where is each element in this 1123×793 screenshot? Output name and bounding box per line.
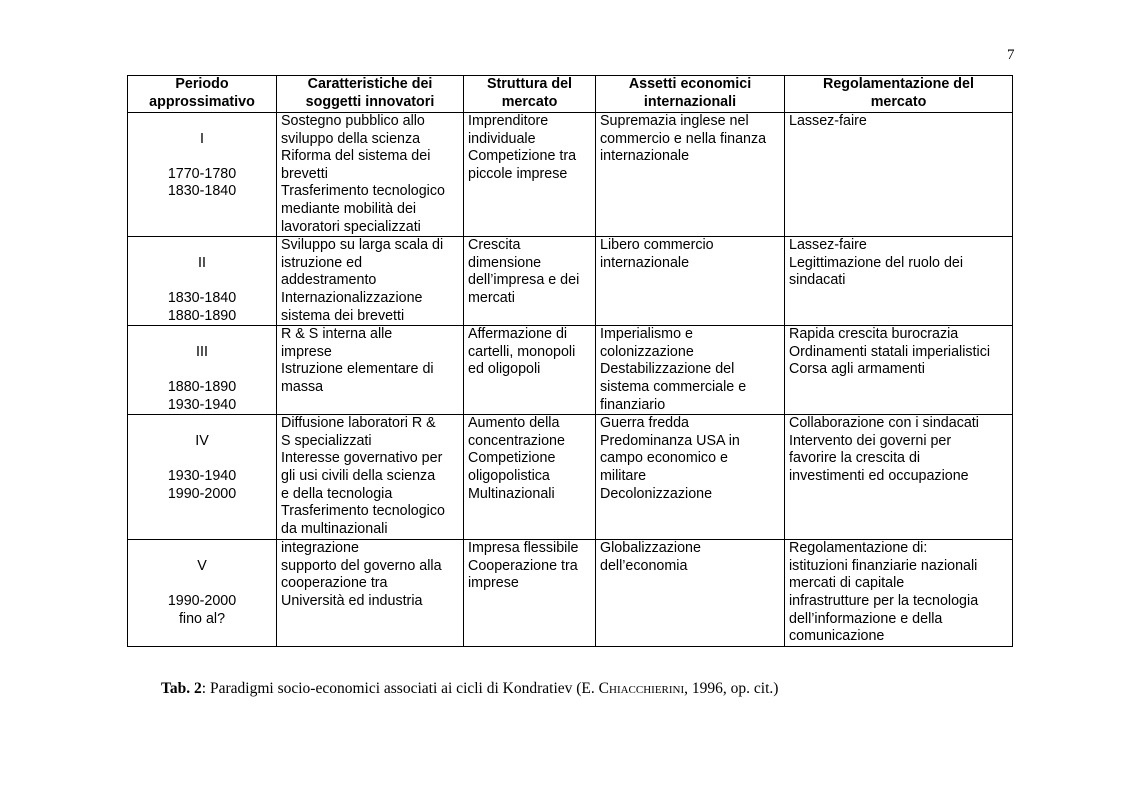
regolamentazione-line: Lassez-faire: [789, 237, 867, 254]
struttura-line: mercati: [468, 289, 515, 306]
regolamentazione-line: Legittimazione del ruolo dei: [789, 254, 964, 271]
struttura-line: oligopolistica: [468, 467, 550, 484]
innovatori-line: Sostegno pubblico allo: [281, 113, 425, 129]
period-years: 1880-1890: [167, 378, 237, 395]
period-years: 1930-1940: [167, 467, 237, 484]
innovatori-line: e della tecnologia: [281, 485, 393, 502]
assetti-line: Libero commercio: [600, 237, 714, 254]
regolamentazione-line: infrastrutture per la tecnologia: [789, 592, 979, 609]
period-numeral: IV: [195, 432, 209, 449]
innovatori-line: Università ed industria: [281, 592, 423, 609]
innovatori-line: sistema dei brevetti: [281, 307, 405, 324]
period-cell: [128, 237, 277, 326]
assetti-line: finanziario: [600, 396, 666, 413]
assetti-cell: [596, 113, 785, 237]
innovatori-line: lavoratori specializzati: [281, 218, 421, 235]
innovatori-line: S specializzati: [281, 432, 372, 449]
regolamentazione-line: comunicazione: [789, 628, 885, 645]
regolamentazione-line: Corsa agli armamenti: [789, 361, 925, 378]
caption-label: Tab. 2: [161, 680, 202, 697]
regolamentazione-line: dell’informazione e della: [789, 610, 943, 627]
period-numeral: V: [197, 557, 207, 574]
struttura-cell: [464, 540, 596, 647]
period-years: 1930-1940: [167, 396, 237, 413]
period-years: fino al?: [178, 610, 226, 627]
struttura-line: Aumento della: [468, 415, 560, 432]
struttura-line: dell’impresa e dei: [468, 272, 580, 289]
table-row: [128, 237, 1013, 326]
regolamentazione-line: investimenti ed occupazione: [789, 467, 969, 484]
regolamentazione-line: mercati di capitale: [789, 575, 905, 592]
table-row: [128, 415, 1013, 540]
struttura-cell: [464, 415, 596, 540]
innovatori-line: mediante mobilità dei: [281, 200, 417, 217]
struttura-line: dimensione: [468, 254, 542, 271]
innovatori-line: Interesse governativo per: [281, 450, 443, 467]
struttura-line: concentrazione: [468, 432, 565, 449]
header-assetti: Assetti economici internazionali: [596, 76, 785, 113]
period-cell: [128, 113, 277, 237]
assetti-line: dell’economia: [600, 557, 688, 574]
assetti-line: sistema commerciale e: [600, 378, 747, 395]
header-regolamentazione: Regolamentazione del mercato: [785, 76, 1013, 113]
struttura-line: Impresa flessibile: [468, 540, 579, 557]
struttura-line: Multinazionali: [468, 485, 555, 502]
innovatori-line: Istruzione elementare di: [281, 361, 434, 378]
regolamentazione-line: Regolamentazione di:: [789, 540, 928, 557]
period-cell: [128, 326, 277, 415]
struttura-line: Affermazione di: [468, 326, 568, 343]
innovatori-line: da multinazionali: [281, 520, 388, 537]
assetti-cell: [596, 415, 785, 540]
period-years: 1830-1840: [167, 183, 237, 200]
table-caption: [161, 680, 778, 698]
caption-text: : Paradigmi socio-economici associati ai cicli di Kondratiev (E.: [201, 680, 599, 697]
struttura-line: Competizione tra: [468, 148, 577, 165]
assetti-cell: [596, 237, 785, 326]
period-years: 1990-2000: [167, 592, 237, 609]
innovatori-line: istruzione ed: [281, 254, 363, 271]
assetti-cell: [596, 326, 785, 415]
struttura-line: imprese: [468, 575, 519, 592]
regolamentazione-cell: [785, 326, 1013, 415]
innovatori-line: brevetti: [281, 165, 328, 182]
regolamentazione-line: Collaborazione con i sindacati: [789, 415, 979, 432]
assetti-line: campo economico e: [600, 450, 728, 467]
struttura-line: Imprenditore: [468, 113, 549, 129]
kondratiev-table: [127, 75, 1013, 647]
struttura-line: Cooperazione tra: [468, 557, 578, 574]
assetti-line: Imperialismo e: [600, 326, 693, 343]
assetti-line: colonizzazione: [600, 343, 694, 360]
innovatori-line: gli usi civili della scienza: [281, 467, 436, 484]
struttura-line: Competizione: [468, 450, 556, 467]
assetti-line: Decolonizzazione: [600, 485, 713, 502]
struttura-line: piccole imprese: [468, 165, 568, 182]
innovatori-cell: [277, 237, 464, 326]
regolamentazione-line: favorire la crescita di: [789, 450, 921, 467]
table-row: [128, 326, 1013, 415]
innovatori-line: supporto del governo alla: [281, 557, 442, 574]
innovatori-line: addestramento: [281, 272, 377, 289]
regolamentazione-line: Lassez-faire: [789, 113, 867, 129]
header-caratteristiche: Caratteristiche dei soggetti innovatori: [277, 76, 464, 113]
regolamentazione-line: Ordinamenti statali imperialistici: [789, 343, 991, 360]
caption-author: Chiacchierini: [598, 680, 685, 697]
innovatori-line: Sviluppo su larga scala di: [281, 237, 444, 254]
struttura-cell: [464, 113, 596, 237]
period-years: 1880-1890: [167, 307, 237, 324]
innovatori-line: integrazione: [281, 540, 359, 557]
struttura-cell: [464, 237, 596, 326]
regolamentazione-cell: [785, 540, 1013, 647]
innovatori-line: imprese: [281, 343, 332, 360]
period-numeral: III: [196, 343, 208, 360]
innovatori-line: sviluppo della scienza: [281, 130, 421, 147]
assetti-line: internazionale: [600, 148, 690, 165]
struttura-line: cartelli, monopoli: [468, 343, 576, 360]
innovatori-cell: [277, 113, 464, 237]
assetti-line: Supremazia inglese nel: [600, 113, 749, 129]
regolamentazione-line: Intervento dei governi per: [789, 432, 952, 449]
table-body: [128, 113, 1013, 647]
table-row: [128, 113, 1013, 237]
regolamentazione-line: istituzioni finanziarie nazionali: [789, 557, 978, 574]
innovatori-line: Trasferimento tecnologico: [281, 183, 445, 200]
innovatori-cell: [277, 326, 464, 415]
innovatori-line: massa: [281, 378, 324, 395]
assetti-line: internazionale: [600, 254, 690, 271]
period-cell: [128, 540, 277, 647]
innovatori-line: Diffusione laboratori R &: [281, 415, 436, 432]
caption-text-end: , 1996, op. cit.): [684, 680, 779, 697]
assetti-line: Destabilizzazione del: [600, 361, 735, 378]
regolamentazione-line: sindacati: [789, 272, 846, 289]
assetti-line: Guerra fredda: [600, 415, 690, 432]
innovatori-line: Riforma del sistema dei: [281, 148, 431, 165]
regolamentazione-cell: [785, 237, 1013, 326]
page-number: 7: [1007, 47, 1015, 63]
assetti-line: militare: [600, 467, 647, 484]
struttura-cell: [464, 326, 596, 415]
assetti-line: commercio e nella finanza: [600, 130, 767, 147]
struttura-line: ed oligopoli: [468, 361, 541, 378]
header-periodo: Periodo approssimativo: [128, 76, 277, 113]
period-numeral: II: [198, 254, 206, 271]
assetti-line: Predominanza USA in: [600, 432, 740, 449]
period-years: 1770-1780: [167, 165, 237, 182]
period-years: 1990-2000: [167, 485, 237, 502]
innovatori-line: R & S interna alle: [281, 326, 393, 343]
header-struttura: Struttura del mercato: [464, 76, 596, 113]
struttura-line: Crescita: [468, 237, 521, 254]
innovatori-line: Trasferimento tecnologico: [281, 503, 445, 520]
regolamentazione-line: Rapida crescita burocrazia: [789, 326, 959, 343]
innovatori-line: cooperazione tra: [281, 575, 388, 592]
struttura-line: individuale: [468, 130, 536, 147]
regolamentazione-cell: [785, 113, 1013, 237]
innovatori-cell: [277, 540, 464, 647]
period-numeral: I: [200, 130, 204, 147]
table-row: [128, 540, 1013, 647]
period-years: 1830-1840: [167, 289, 237, 306]
assetti-cell: [596, 540, 785, 647]
innovatori-line: Internazionalizzazione: [281, 289, 423, 306]
period-cell: [128, 415, 277, 540]
table-header-row: [128, 76, 1013, 113]
regolamentazione-cell: [785, 415, 1013, 540]
assetti-line: Globalizzazione: [600, 540, 701, 557]
innovatori-cell: [277, 415, 464, 540]
